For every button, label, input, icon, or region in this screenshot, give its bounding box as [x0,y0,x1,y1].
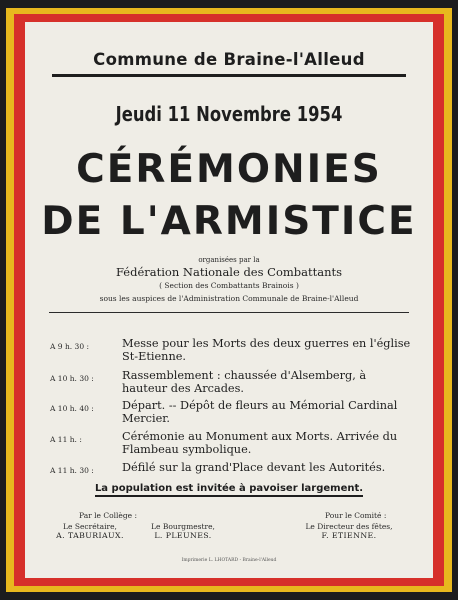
programme-text: Rassemblement : chaussée d'Alsemberg, à hauteur des Arcades. [122,369,367,395]
secretary-title: Le Secrétaire, [63,522,117,531]
event-date: Jeudi 11 Novembre 1954 [115,102,343,126]
title-line-1: CÉRÉMONIES [76,147,382,192]
organizer-intro: organisées par la [198,256,260,264]
programme-text: Messe pour les Morts des deux guerres en l'église St-Etienne. [122,337,411,363]
mayor-title: Le Bourgmestre, [151,522,215,531]
college-label: Par le Collège : [79,511,138,520]
programme-time: A 9 h. 30 : [50,342,90,351]
programme-rule [49,312,409,313]
programme-time: A 10 h. 30 : [50,374,94,383]
programme-text: Défilé sur la grand'Place devant les Autorités. [122,461,386,474]
mayor-name: L. PLEUNES. [154,531,212,540]
printer-credit: Imprimerie L. LHOTARD - Braine-l'Alleud [181,558,277,563]
committee-label: Pour le Comité : [325,511,387,520]
auspices-line: sous les auspices de l'Administration Communale de Braine-l'Alleud [99,294,359,303]
section-name: ( Section des Combattants Brainois ) [159,281,299,290]
commune-heading: Commune de Braine-l'Alleud [93,50,365,69]
poster-paper [25,22,433,578]
federation-name: Fédération Nationale des Combattants [115,265,343,279]
programme-time: A 11 h. 30 : [50,466,94,475]
director-signature [289,522,409,540]
flag-notice [25,483,433,494]
flag-notice-text: La population est invitée à pavoiser largement. [95,483,363,497]
director-title: Le Directeur des fêtes, [305,522,393,531]
heading-rule [52,74,406,77]
programme-time: A 11 h. : [50,435,82,444]
mayor-signature [125,522,241,540]
title-line-2: DE L'ARMISTICE [41,199,417,244]
secretary-name: A. TABURIAUX. [56,531,124,540]
programme-text: Départ. -- Dépôt de fleurs au Mémorial Cardinal Mercier. [122,399,398,425]
director-name: F. ETIENNE. [321,531,377,540]
programme-text: Cérémonie au Monument aux Morts. Arrivée du Flambeau symbolique. [122,430,398,456]
programme-time: A 10 h. 40 : [50,404,94,413]
